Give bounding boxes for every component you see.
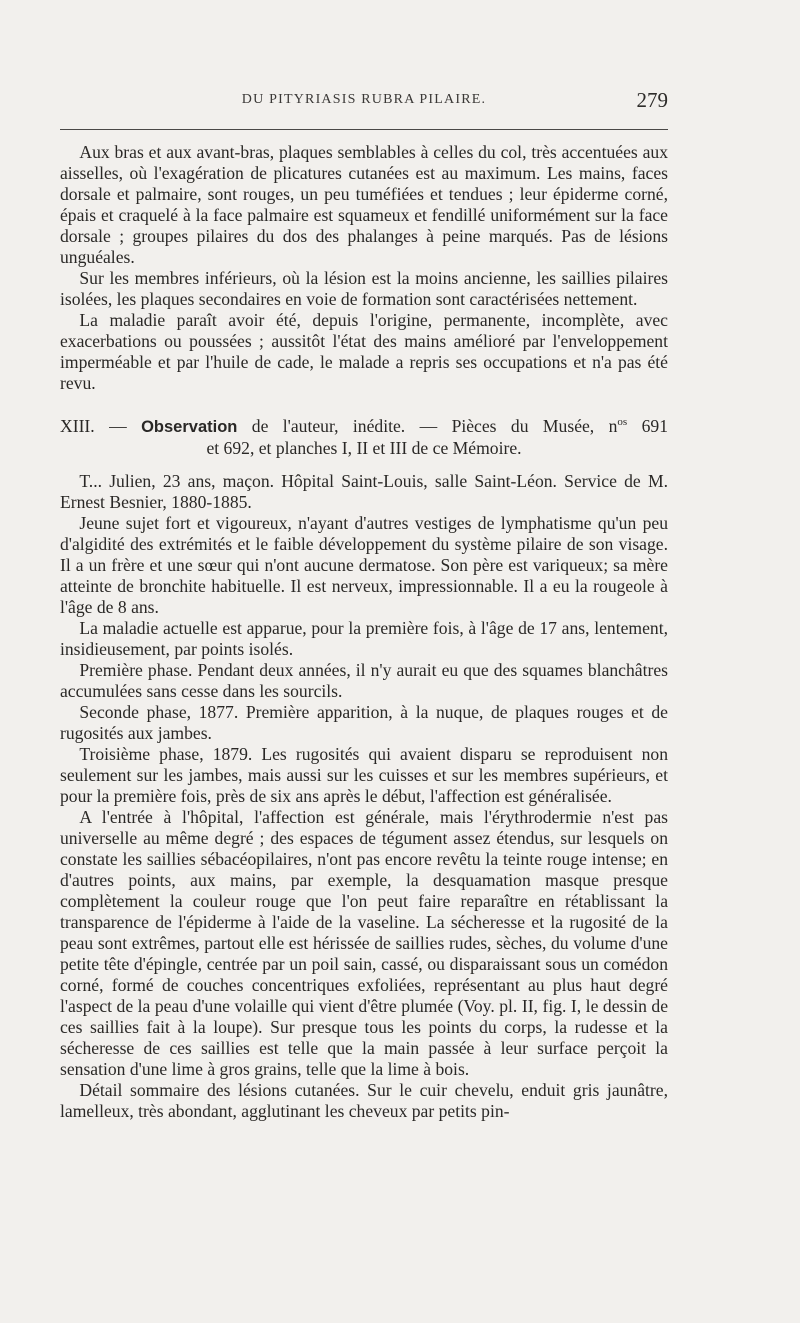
paragraph: Troisième phase, 1879. Les rugosités qui avaient disparu se reproduisent non seulement sur les jambes, mais aussi sur les cuisses et sur les membres supérieurs, et pour la première fois, près de six ans après le début, l'affection est généralisée. [60, 744, 668, 806]
page-number: 279 [636, 88, 668, 112]
observation-number: XIII. — [60, 416, 127, 436]
paragraph: Première phase. Pendant deux années, il n'y aurait eu que des squames blanchâtres accumulées sans cesse dans les sourcils. [60, 660, 668, 701]
running-head [60, 88, 668, 118]
body-text [60, 142, 668, 1122]
header-rule [60, 129, 668, 130]
observation-heading [60, 416, 668, 459]
paragraph: La maladie actuelle est apparue, pour la première fois, à l'âge de 17 ans, lentement, insidieusement, par points isolés. [60, 618, 668, 659]
observation-heading-line-2: et 692, et planches I, II et III de ce Mémoire. [206, 438, 522, 458]
paragraph: Jeune sujet fort et vigoureux, n'ayant d'autres vestiges de lymphatisme qu'un peu d'algidité des extrémités et le faible développement du système pilaire de son visage. Il a un frère et une sœur qui n'ont aucune dermatose. Son père est variqueux; sa mère atteinte de bronchite habituelle. Il est nerveux, impressionnable. Il a eu la rougeole à l'âge de 8 ans. [60, 513, 668, 617]
paragraph: Aux bras et aux avant-bras, plaques semblables à celles du col, très accentuées aux aisselles, où l'exagération de plicatures cutanées est au maximum. Les mains, faces dorsale et palmaire, sont rouges, un peu tuméfiées et tendues ; leur épiderme corné, épais et craquelé à la face palmaire est squameux et fendillé uniformément sur la face dorsale ; groupes pilaires du dos des phalanges à peine marqués. Pas de lésions unguéales. [60, 142, 668, 267]
paragraph: Détail sommaire des lésions cutanées. Sur le cuir chevelu, enduit gris jaunâtre, lamelleux, très abondant, agglutinant les cheveux par petits pin- [60, 1080, 668, 1121]
book-page [60, 88, 668, 1122]
paragraph: Seconde phase, 1877. Première apparition, à la nuque, de plaques rouges et de rugosités aux jambes. [60, 702, 668, 743]
observation-heading-line-1 [60, 416, 668, 438]
observation-piece-number: 691 [641, 416, 668, 436]
paragraph: Sur les membres inférieurs, où la lésion est la moins ancienne, les saillies pilaires isolées, les plaques secondaires en voie de formation sont caractérisées nettement. [60, 268, 668, 309]
paragraph: La maladie paraît avoir été, depuis l'origine, permanente, incomplète, avec exacerbations ou poussées ; aussitôt l'état des mains amélioré par l'enveloppement imperméable et par l'huile de cade, le malade a repris ses occupations et n'a pas été revu. [60, 310, 668, 393]
observation-title: Observation [141, 418, 238, 436]
observation-source: de l'auteur, inédite. — Pièces du Musée, n [251, 416, 618, 436]
running-title: DU PITYRIASIS RUBRA PILAIRE. [241, 92, 487, 107]
observation-superscript: os [617, 416, 628, 429]
paragraph: A l'entrée à l'hôpital, l'affection est générale, mais l'érythrodermie n'est pas universelle au même degré ; des espaces de tégument assez étendus, sur lesquels on constate les saillies sébacéopilaires, n'ont pas encore revêtu la teinte rouge intense; en d'autres points, aux mains, par exemple, la desquamation masque presque complètement la couleur rouge que l'on peut faire reparaître en rétablissant la transparence de l'épiderme à l'aide de la vaseline. La sécheresse et la rugosité de la peau sont extrêmes, partout elle est hérissée de saillies rudes, sèches, du volume d'une petite tête d'épingle, centrée par un poil sain, cassé, ou disparaissant sous un comédon corné, formé de couches concentriques exfoliées, représentant au plus haut degré l'aspect de la peau d'une volaille qui vient d'être plumée (Voy. pl. II, fig. I, le dessin de ces saillies fait à la loupe). Sur presque tous les points du corps, la rudesse et la sécheresse de ces saillies est telle que la main passée à leur surface perçoit la sensation d'une lime à gros grains, telle que la lime à bois. [60, 807, 668, 1079]
paragraph: T... Julien, 23 ans, maçon. Hôpital Saint-Louis, salle Saint-Léon. Service de M. Ernest Besnier, 1880-1885. [60, 471, 668, 512]
